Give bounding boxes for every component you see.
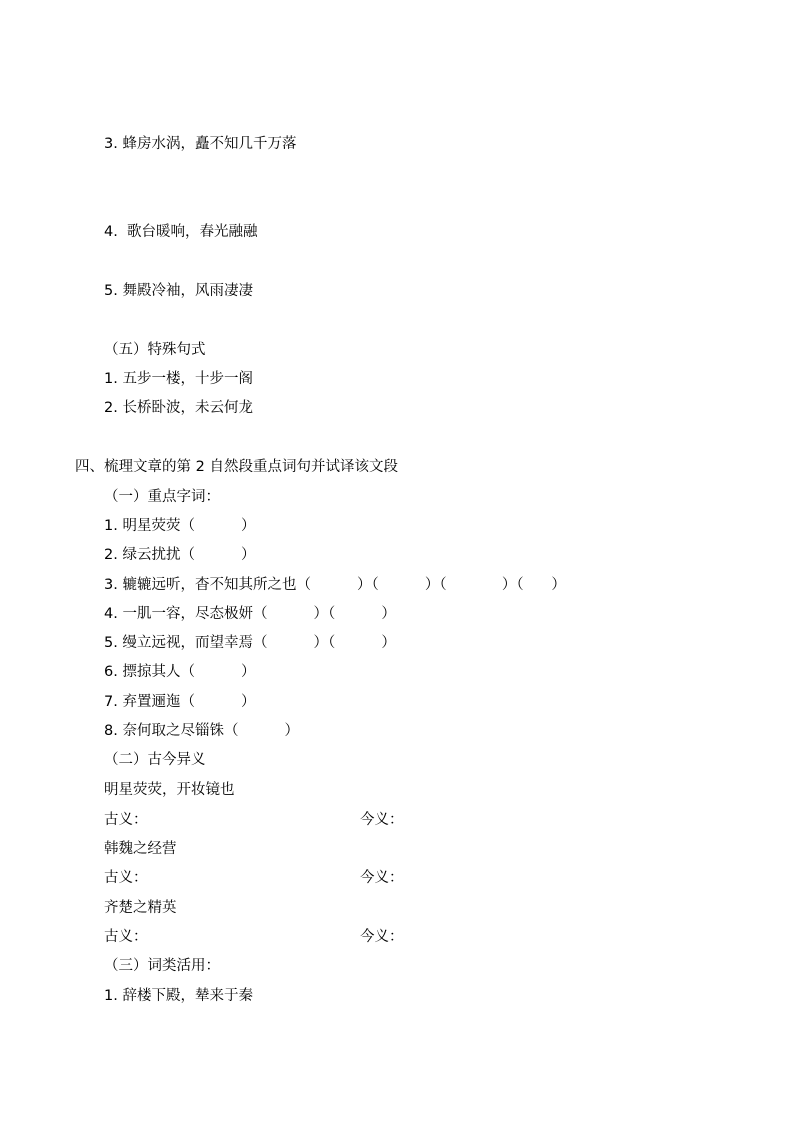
phrase: 明星荧荧，开妆镜也	[104, 782, 235, 798]
list-item: 1. 五步一楼，十步一阁	[104, 371, 253, 387]
fill-blank-item: 1. 明星荧荧（ ）	[104, 518, 256, 534]
jin-yi-label: 今义：	[360, 929, 404, 945]
jin-yi-label: 今义：	[360, 812, 404, 828]
fill-blank-item: 8. 奈何取之尽锱铢（ ）	[104, 723, 300, 739]
gu-yi-label: 古义：	[104, 812, 148, 828]
gu-yi-label: 古义：	[104, 870, 148, 886]
list-item: 4. 歌台暖响，春光融融	[104, 224, 258, 240]
list-item: 5. 舞殿冷袖，风雨凄凄	[104, 283, 253, 299]
list-item: 1. 辞楼下殿，辇来于秦	[104, 988, 253, 1004]
phrase: 韩魏之经营	[104, 841, 177, 857]
subsection-heading: （一）重点字词：	[104, 489, 220, 505]
subsection-heading: （三）词类活用：	[104, 958, 220, 974]
list-item: 3. 蜂房水涡，矗不知几千万落	[104, 136, 297, 152]
part-heading: 四、梳理文章的第 2 自然段重点词句并试译该文段	[75, 459, 398, 475]
fill-blank-item: 3. 辘辘远听，杳不知其所之也（ ）（ ）（ ）（ ）	[104, 577, 566, 593]
fill-blank-item: 6. 摽掠其人（ ）	[104, 664, 256, 680]
gu-yi-label: 古义：	[104, 929, 148, 945]
section-heading: （五）特殊句式	[104, 342, 206, 358]
fill-blank-item: 2. 绿云扰扰（ ）	[104, 547, 256, 563]
subsection-heading: （二）古今异义	[104, 752, 206, 768]
list-item: 2. 长桥卧波，未云何龙	[104, 400, 253, 416]
jin-yi-label: 今义：	[360, 870, 404, 886]
phrase: 齐楚之精英	[104, 900, 177, 916]
fill-blank-item: 5. 缦立远视，而望幸焉（ ）（ ）	[104, 635, 396, 651]
fill-blank-item: 4. 一肌一容，尽态极妍（ ）（ ）	[104, 606, 396, 622]
fill-blank-item: 7. 弃置逦迤（ ）	[104, 694, 256, 710]
